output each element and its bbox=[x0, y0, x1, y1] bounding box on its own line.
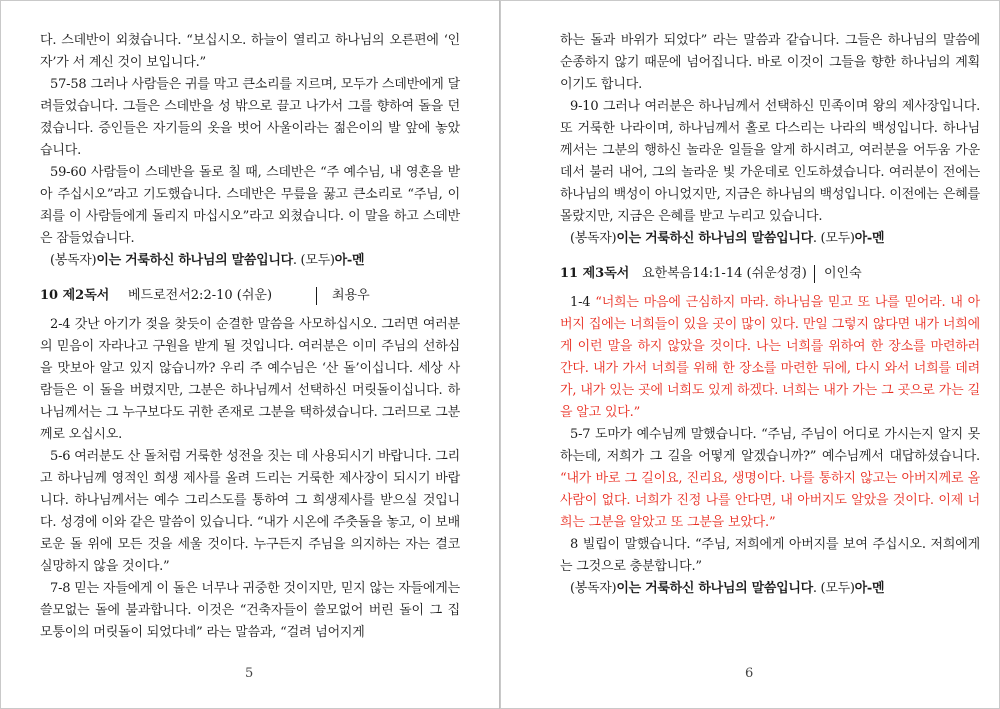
page-number: 6 bbox=[745, 666, 754, 681]
closing-bold: 이는 거룩하신 하나님의 말씀입니다 bbox=[96, 253, 293, 268]
jesus-words: “너희는 마음에 근심하지 마라. 하나님을 믿고 또 나를 믿어라. 내 아버지 집에는 너희들이 있을 곳이 많이 있다. 만일 그렇지 않다면 내가 너희에게 이런 말을 하지 않았을 것이다. 나는 너희를 위하여 한 장소를 마련하러 간다. 내가 가서 너희를 위해 한 장소를 마련한 뒤에, 다시 와서 너희를 데려가, 내가 있는 곳에 너희도 있게 하겠다. 너희는 내가 가는 그 곳으로 가는 길을 알고 있다.” bbox=[560, 295, 980, 420]
closing-lead: (봉독자) bbox=[50, 253, 97, 268]
reading-header bbox=[40, 284, 460, 308]
paragraph bbox=[560, 424, 980, 534]
header-divider bbox=[316, 287, 317, 305]
reading-reference: 베드로전서2:2-10 (쉬운) bbox=[128, 288, 273, 303]
closing-amen: 아-멘 bbox=[854, 231, 885, 246]
reading-header bbox=[560, 262, 980, 286]
narration: 5-7 도마가 예수님께 말했습니다. “주님, 주님이 어디로 가시는지 알지 못하는데, 저희가 그 길을 어떻게 알겠습니까?” 예수님께서 대답하셨습니다. bbox=[560, 427, 980, 464]
page-number: 5 bbox=[245, 666, 254, 681]
reading-reference: 요한복음14:1-14 (쉬운성경) bbox=[642, 266, 807, 281]
reader-name: 최용우 bbox=[332, 288, 370, 303]
closing-bold: 이는 거룩하신 하나님의 말씀입니다 bbox=[616, 231, 813, 246]
paragraph: 7-8 믿는 자들에게 이 돌은 너무나 귀중한 것이지만, 믿지 않는 자들에게는 쓸모없는 돌에 불과합니다. 이것은 “건축자들이 쓸모없어 버린 돌이 그 집 모퉁이의 머릿돌이 되었다네” 라는 말씀과, “걸려 넘어지게 bbox=[40, 581, 460, 640]
closing-lead: (봉독자) bbox=[570, 581, 617, 596]
reading-number: 10 제2독서 bbox=[40, 288, 110, 303]
closing-amen: 아-멘 bbox=[854, 581, 885, 596]
jesus-words: “내가 바로 그 길이요, 진리요, 생명이다. 나를 통하지 않고는 아버지께로 올 사람이 없다. 너희가 진정 나를 안다면, 내 아버지도 알았을 것이다. 이제 너희는 그분을 알았고 또 그분을 보았다.” bbox=[560, 471, 980, 530]
closing-response bbox=[50, 250, 460, 272]
paragraph: 59-60 사람들이 스데반을 돌로 칠 때, 스데반은 “주 예수님, 내 영혼을 받아 주십시오”라고 기도했습니다. 스데반은 무릎을 꿇고 큰소리로 “주님, 이 죄를 이 사람들에게 돌리지 마십시오”라고 외쳤습니다. 이 말을 하고 스데반은 잠들었습니다. bbox=[40, 165, 460, 246]
reading-number: 11 제3독서 bbox=[560, 266, 630, 281]
closing-mid: . (모두) bbox=[812, 581, 855, 596]
paragraph: 5-6 여러분도 산 돌처럼 거룩한 성전을 짓는 데 사용되시기 바랍니다. 그리고 하나님께 영적인 희생 제사를 올려 드리는 거룩한 제사장이 되시기 바랍니다. 하나님께서는 예수 그리스도를 통하여 그 희생제사를 받으실 것입니다. 성경에 이와 같은 말씀이 있습니다. “내가 시온에 주춧돌을 놓고, 이 보배로운 돌 위에 모든 것을 세울 것이다. 누구든지 주님을 의지하는 자는 결코 실망하지 않을 것이다.” bbox=[40, 449, 460, 574]
page-gutter bbox=[499, 0, 500, 709]
paragraph: 9-10 그러나 여러분은 하나님께서 선택하신 민족이며 왕의 제사장입니다. 또 거룩한 나라이며, 하나님께서 홀로 다스리는 나라의 백성입니다. 하나님께서는 그분의 행하신 놀라운 일들을 알게 하시려고, 여러분을 어두움 가운데서 불러 내어, 그의 놀라운 빛 가운데로 인도하셨습니다. 여러분이 전에는 하나님의 백성이 아니었지만, 지금은 하나님의 백성입니다. 이전에는 은혜를 몰랐지만, 지금은 은혜를 받고 누리고 있습니다. bbox=[560, 99, 980, 224]
closing-mid: . (모두) bbox=[812, 231, 855, 246]
reader-name: 이인숙 bbox=[824, 266, 862, 281]
paragraph: 8 빌립이 말했습니다. “주님, 저희에게 아버지를 보여 주십시오. 저희에게는 그것으로 충분합니다.” bbox=[560, 537, 980, 574]
closing-response bbox=[570, 228, 980, 250]
paragraph: 57-58 그러나 사람들은 귀를 막고 큰소리를 지르며, 모두가 스데반에게 달려들었습니다. 그들은 스데반을 성 밖으로 끌고 나가서 그를 향하여 돌을 던졌습니다. 증인들은 자기들의 옷을 벗어 사울이라는 젊은이의 발 앞에 놓았습니다. bbox=[40, 77, 460, 158]
paragraph: 다. 스데반이 외쳤습니다. “보십시오. 하늘이 열리고 하나님의 오른편에 ‘인자’가 서 계신 것이 보입니다.” bbox=[40, 33, 460, 70]
paragraph bbox=[560, 292, 980, 424]
closing-bold: 이는 거룩하신 하나님의 말씀입니다 bbox=[616, 581, 813, 596]
right-page bbox=[560, 30, 980, 600]
paragraph: 하는 돌과 바위가 되었다” 라는 말씀과 같습니다. 그들은 하나님의 말씀에 순종하지 않기 때문에 넘어집니다. 바로 이것이 그들을 향한 하나님의 계획이기도 합니다. bbox=[560, 33, 980, 92]
closing-response bbox=[570, 578, 980, 600]
closing-mid: . (모두) bbox=[292, 253, 335, 268]
header-divider bbox=[814, 265, 815, 283]
paragraph: 2-4 갓난 아기가 젖을 찾듯이 순결한 말씀을 사모하십시오. 그러면 여러분의 믿음이 자라나고 구원을 받게 될 것입니다. 여러분은 이미 주님의 선하심을 맛보아 알고 있지 않습니까? 우리 주 예수님은 ‘산 돌’이십니다. 세상 사람들은 이 돌을 버렸지만, 그분은 하나님께서 선택하신 머릿돌이십니다. 하나님께서는 그 누구보다도 귀한 존재로 그분을 택하셨습니다. 그러므로 그분께로 오십시오. bbox=[40, 317, 460, 442]
verse-number: 1-4 bbox=[570, 295, 591, 310]
left-page bbox=[40, 30, 460, 644]
closing-amen: 아-멘 bbox=[334, 253, 365, 268]
closing-lead: (봉독자) bbox=[570, 231, 617, 246]
